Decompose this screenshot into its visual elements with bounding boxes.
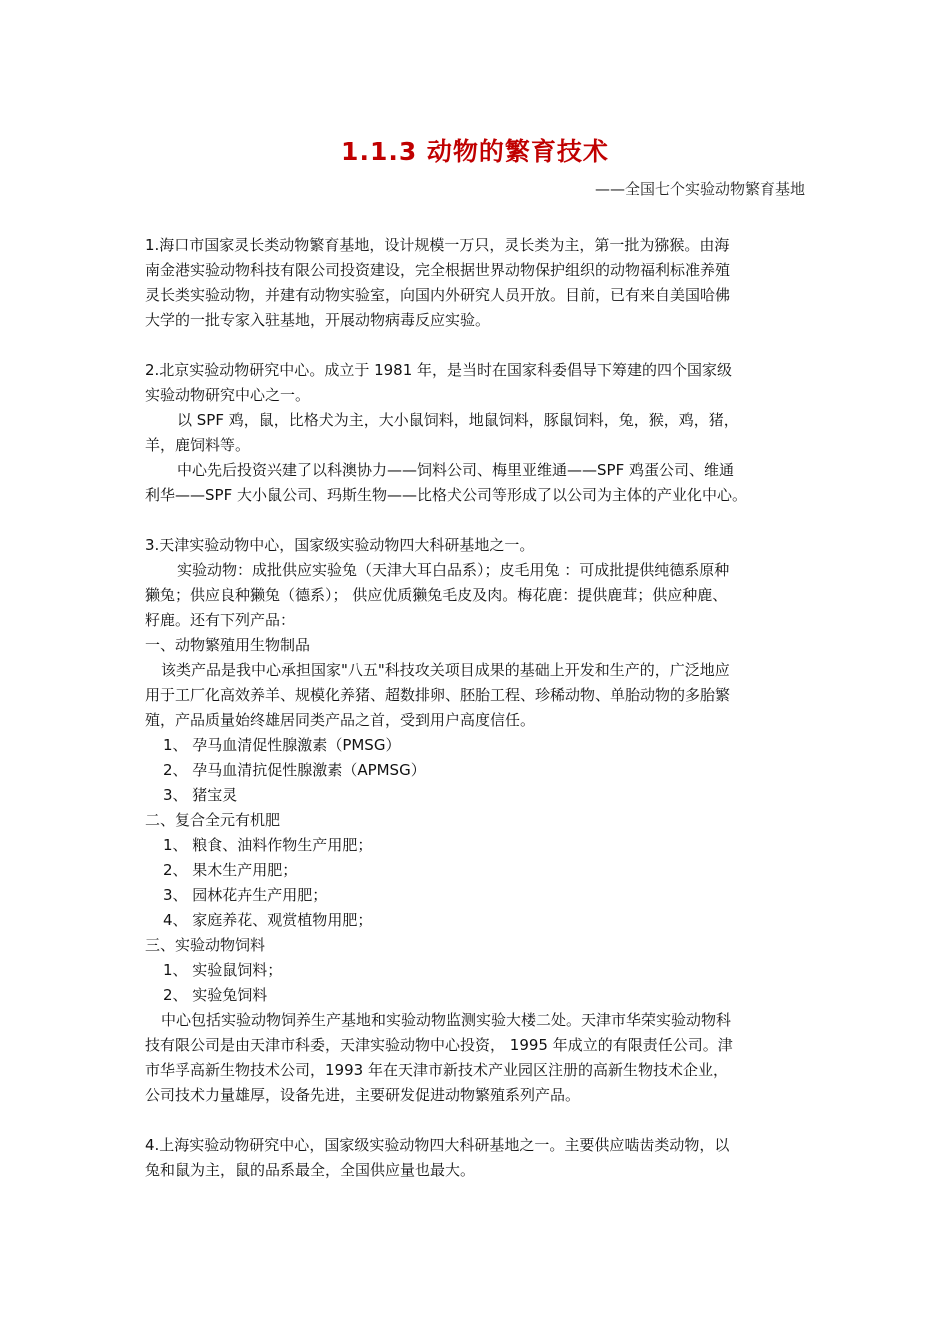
- list-item: 2、 孕马血清抗促性腺激素（APMSG）: [163, 761, 426, 779]
- list-item: 1、 孕马血清促性腺激素（PMSG）: [163, 736, 401, 754]
- paragraph-line: 灵长类实验动物，并建有动物实验室，向国内外研究人员开放。目前，已有来自美国哈佛: [145, 286, 731, 304]
- list-item: 2、 实验兔饲料: [163, 986, 268, 1004]
- section-heading: 3.天津实验动物中心，国家级实验动物四大科研基地之一。: [145, 536, 535, 554]
- document-subtitle: ——全国七个实验动物繁育基地: [594, 180, 805, 198]
- subheading: 二、复合全元有机肥: [145, 811, 281, 829]
- paragraph-line: 技有限公司是由天津市科委，天津实验动物中心投资， 1995 年成立的有限责任公司。津: [145, 1036, 733, 1054]
- section-1: [145, 233, 810, 333]
- subheading: 一、动物繁殖用生物制品: [145, 636, 311, 654]
- list-item: 1、 实验鼠饲料；: [163, 961, 283, 979]
- paragraph-line: 2.北京实验动物研究中心。成立于 1981 年，是当时在国家科委倡导下筹建的四个国家级: [145, 361, 733, 379]
- list-item: 1、 粮食、油料作物生产用肥；: [163, 836, 373, 854]
- paragraph-line: 以 SPF 鸡，鼠，比格犬为主，大小鼠饲料，地鼠饲料，豚鼠饲料，兔，猴，鸡，猪，: [177, 411, 739, 429]
- paragraph-line: 实验动物：成批供应实验兔（天津大耳白品系）；皮毛用兔 ：可成批提供纯德系原种: [177, 561, 730, 579]
- paragraph-line: 中心先后投资兴建了以科澳协力——饲料公司、梅里亚维通——SPF 鸡蛋公司、维通: [177, 461, 734, 479]
- subheading: 三、实验动物饲料: [145, 936, 266, 954]
- paragraph-line: 4.上海实验动物研究中心，国家级实验动物四大科研基地之一。主要供应啮齿类动物，以: [145, 1136, 730, 1154]
- paragraph-line: 利华——SPF 大小鼠公司、玛斯生物——比格犬公司等形成了以公司为主体的产业化中心。: [145, 486, 747, 504]
- section-3: [145, 533, 810, 1108]
- paragraph-line: 殖，产品质量始终雄居同类产品之首，受到用户高度信任。: [145, 711, 536, 729]
- document-title: 1.1.3 动物的繁育技术: [341, 137, 609, 166]
- paragraph-line: 大学的一批专家入驻基地，开展动物病毒反应实验。: [145, 311, 491, 329]
- paragraph-line: 兔和鼠为主，鼠的品系最全，全国供应量也最大。: [145, 1161, 476, 1179]
- paragraph-line: 南金港实验动物科技有限公司投资建设，完全根据世界动物保护组织的动物福利标准养殖: [145, 261, 731, 279]
- section-2: [145, 358, 810, 508]
- document-body: [145, 233, 810, 1183]
- paragraph-line: 中心包括实验动物饲养生产基地和实验动物监测实验大楼二处。天津市华荣实验动物科: [161, 1011, 732, 1029]
- paragraph-line: 实验动物研究中心之一。: [145, 386, 311, 404]
- paragraph-line: 该类产品是我中心承担国家"八五"科技攻关项目成果的基础上开发和生产的，广泛地应: [161, 661, 730, 679]
- paragraph-line: 用于工厂化高效养羊、规模化养猪、超数排卵、胚胎工程、珍稀动物、单胎动物的多胎繁: [145, 686, 731, 704]
- paragraph-line: 籽鹿。还有下列产品：: [145, 611, 296, 629]
- list-item: 3、 猪宝灵: [163, 786, 238, 804]
- paragraph-line: 羊，鹿饲料等。: [145, 436, 251, 454]
- list-item: 4、 家庭养花、观赏植物用肥；: [163, 911, 373, 929]
- list-item: 3、 园林花卉生产用肥；: [163, 886, 328, 904]
- section-4: [145, 1133, 810, 1183]
- paragraph-line: 獭兔；供应良种獭兔（德系）； 供应优质獭兔毛皮及肉。梅花鹿：提供鹿茸；供应种鹿、: [145, 586, 728, 604]
- paragraph-line: 1.海口市国家灵长类动物繁育基地，设计规模一万只，灵长类为主，第一批为猕猴。由海: [145, 236, 730, 254]
- paragraph-line: 公司技术力量雄厚，设备先进，主要研发促进动物繁殖系列产品。: [145, 1086, 581, 1104]
- paragraph-line: 市华孚高新生物技术公司，1993 年在天津市新技术产业园区注册的高新生物技术企业，: [145, 1061, 728, 1079]
- list-item: 2、 果木生产用肥；: [163, 861, 298, 879]
